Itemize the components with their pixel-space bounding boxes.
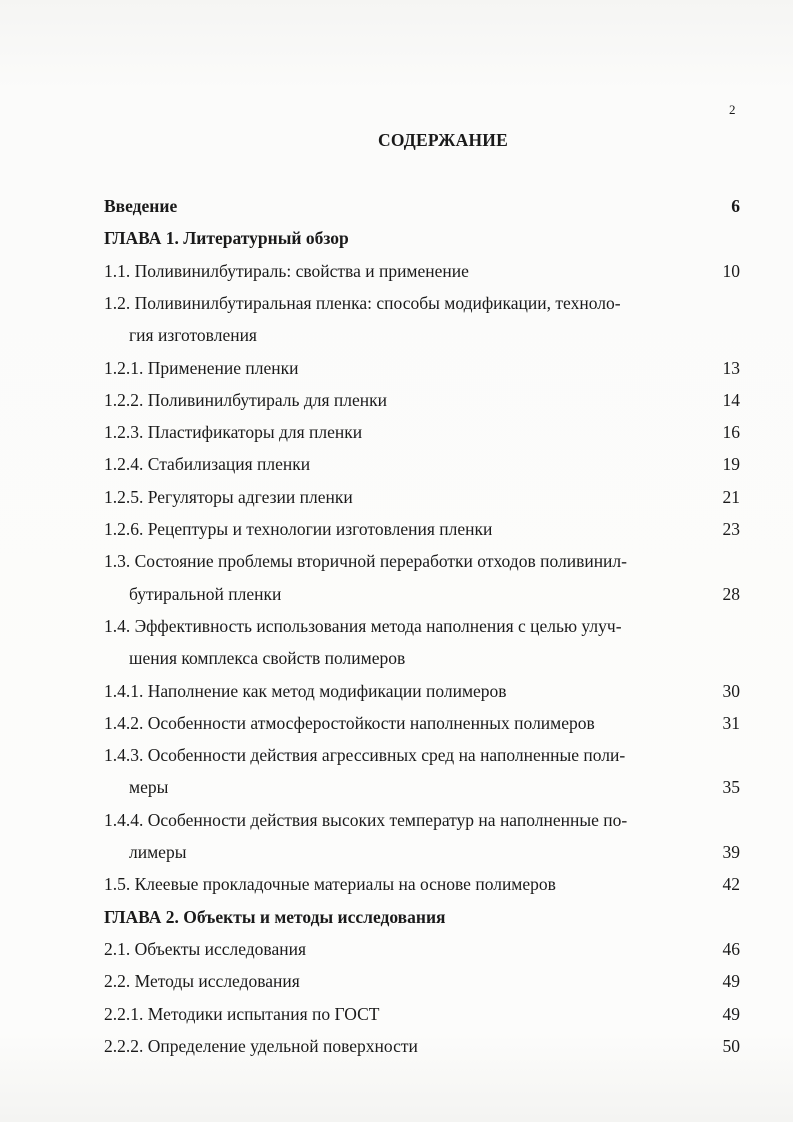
toc-entry: 1.4.4. Особенности действия высоких температур на наполненные по- xyxy=(104,809,628,830)
page-number: 2 xyxy=(729,102,736,117)
toc-entry: 1.2.4. Стабилизация пленки 19 xyxy=(104,454,740,475)
toc-entry: 1.2. Поливинилбутиральная пленка: способы модификации, техноло- xyxy=(104,292,621,313)
toc-entry: 2.2. Методы исследования 49 xyxy=(104,971,740,992)
toc-entry: 1.4. Эффективность использования метода наполнения с целью улуч- xyxy=(104,615,622,636)
page-title: СОДЕРЖАНИЕ xyxy=(377,130,508,150)
toc-entry: 1.3. Состояние проблемы вторичной переработки отходов поливинил- xyxy=(104,551,627,572)
toc-entry: 1.4.3. Особенности действия агрессивных сред на наполненные поли- xyxy=(104,745,626,766)
toc-entry: 1.4.2. Особенности атмосферостойкости наполненных полимеров 31 xyxy=(104,712,740,733)
toc-entry: 1.1. Поливинилбутираль: свойства и применение 10 xyxy=(104,260,740,281)
toc-entry: 1.2.1. Применение пленки 13 xyxy=(104,357,740,378)
toc-entry-continuation: гия изготовления xyxy=(129,325,257,346)
toc-entry: Введение 6 xyxy=(104,196,740,216)
toc-entry: ГЛАВА 1. Литературный обзор xyxy=(104,228,349,249)
toc-entry: 2.2.2. Определение удельной поверхности 50 xyxy=(104,1035,740,1056)
toc-entry: 2.1. Объекты исследования 46 xyxy=(104,938,740,959)
toc-entry: 1.2.6. Рецептуры и технологии изготовления пленки 23 xyxy=(104,519,740,539)
toc-entry-continuation: шения комплекса свойств полимеров xyxy=(129,648,406,669)
toc-entry: 1.2.2. Поливинилбутираль для пленки 14 xyxy=(104,389,740,410)
toc-entry-continuation: лимеры 39 xyxy=(129,842,740,862)
toc-entry: 1.5. Клеевые прокладочные материалы на основе полимеров 42 xyxy=(104,874,740,895)
toc-entry: 1.2.3. Пластификаторы для пленки 16 xyxy=(104,422,740,443)
toc-entry: 1.4.1. Наполнение как метод модификации полимеров 30 xyxy=(104,680,740,701)
toc-entry: 2.2.1. Методики испытания по ГОСТ 49 xyxy=(104,1003,740,1024)
toc-entry: 1.2.5. Регуляторы адгезии пленки 21 xyxy=(104,486,740,507)
toc-entry-continuation: меры 35 xyxy=(129,777,740,798)
toc-entry-continuation: бутиральной пленки 28 xyxy=(129,583,740,604)
toc-entry: ГЛАВА 2. Объекты и методы исследования xyxy=(104,906,446,927)
